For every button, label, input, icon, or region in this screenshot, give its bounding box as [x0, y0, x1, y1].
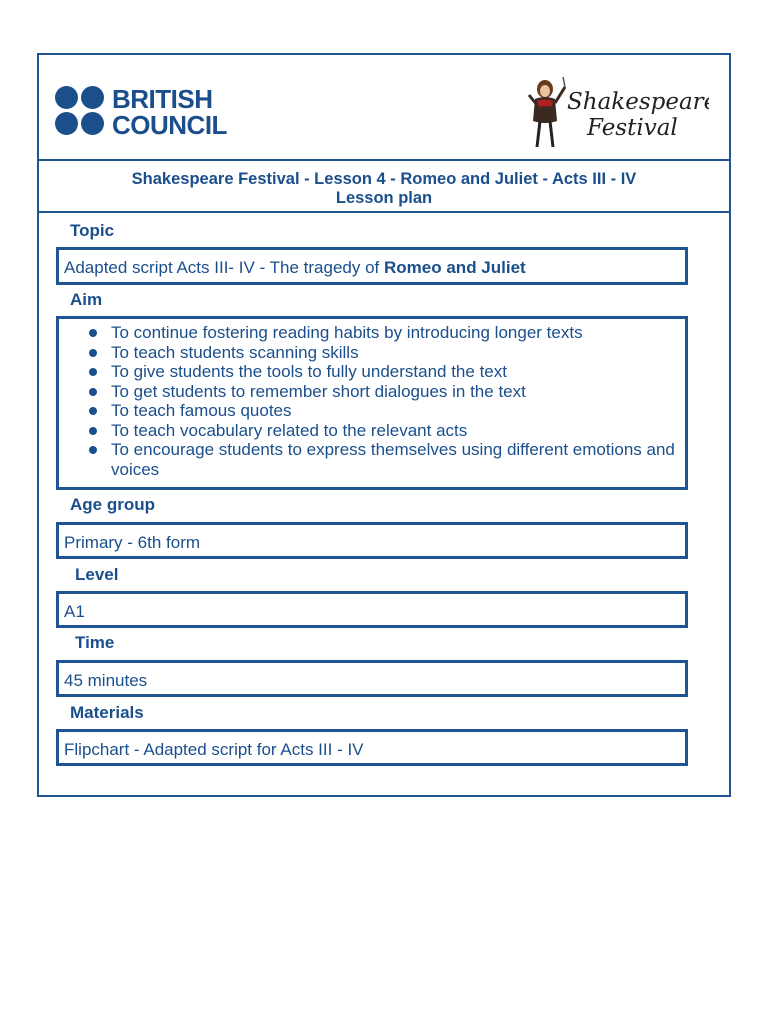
bullet-icon [89, 329, 97, 337]
header [39, 55, 729, 161]
festival-logo-line1: Shakespeare [567, 89, 709, 115]
age-group-label: Age group [70, 495, 155, 514]
materials-box [56, 729, 688, 766]
topic-box [56, 247, 688, 285]
level-box [56, 591, 688, 628]
time-box [56, 660, 688, 697]
aim-list-item [89, 440, 679, 479]
aim-list [89, 323, 679, 479]
festival-logo-line2: Festival [587, 115, 678, 141]
lesson-title-line1: Shakespeare Festival - Lesson 4 - Romeo and Juliet - Acts III - IV [131, 170, 637, 188]
lesson-title [39, 161, 729, 213]
aim-item-text: To continue fostering reading habits by introducing longer texts [111, 323, 583, 342]
aim-item-text: To get students to remember short dialogues in the text [111, 381, 526, 401]
aim-list-item [89, 343, 679, 363]
aim-list-item [89, 401, 679, 421]
aim-list-item [89, 323, 679, 343]
lesson-plan-frame [37, 53, 731, 797]
aim-item-text: To teach vocabulary related to the relevant acts [111, 420, 468, 440]
aim-item-text: To encourage students to express themselves using different emotions and voices [111, 440, 675, 479]
time-value: 45 minutes [64, 671, 148, 690]
aim-item-text: To teach famous quotes [111, 401, 292, 420]
level-label: Level [75, 565, 119, 584]
topic-value [64, 258, 526, 278]
topic-value-text: Adapted script Acts III- IV - The tragedy of [64, 258, 385, 277]
shakespeare-figure-icon [519, 75, 709, 151]
lesson-title-line2: Lesson plan [335, 189, 433, 207]
aim-box [56, 316, 688, 490]
bullet-icon [89, 407, 97, 415]
materials-label: Materials [70, 703, 144, 722]
aim-item-text: To teach students scanning skills [111, 342, 359, 362]
bullet-icon [89, 388, 97, 396]
bc-logo-line2: COUNCIL [112, 110, 227, 140]
age-group-box [56, 522, 688, 559]
aim-list-item [89, 382, 679, 402]
aim-label: Aim [70, 290, 103, 309]
topic-value-bold: Romeo and Juliet [384, 258, 526, 277]
time-label: Time [75, 633, 115, 652]
bc-logo-line1: BRITISH [112, 84, 213, 114]
materials-value: Flipchart - Adapted script for Acts III - IV [64, 740, 364, 759]
british-council-logo [55, 86, 235, 138]
aim-list-item [89, 362, 679, 382]
aim-list-item [89, 421, 679, 441]
aim-item-text: To give students the tools to fully understand the text [111, 362, 507, 381]
bullet-icon [89, 427, 97, 435]
bullet-icon [89, 446, 97, 454]
topic-label: Topic [70, 221, 115, 240]
bullet-icon [89, 349, 97, 357]
age-group-value: Primary - 6th form [64, 533, 201, 552]
shakespeare-festival-logo [519, 75, 709, 151]
british-council-dots-icon [55, 86, 107, 138]
bullet-icon [89, 368, 97, 376]
level-value: A1 [64, 602, 85, 621]
